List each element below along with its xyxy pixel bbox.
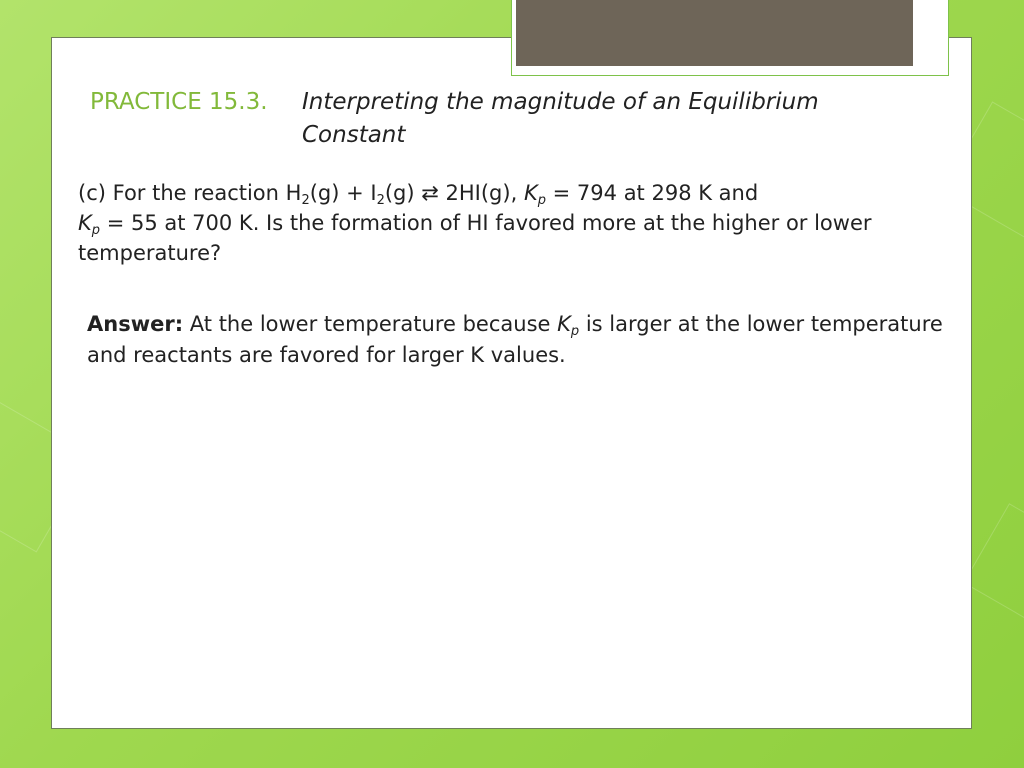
background-hexagon-decoration — [963, 503, 1024, 629]
top-tab-block — [516, 0, 913, 66]
practice-heading: Interpreting the magnitude of an Equilibrium Constant — [302, 89, 819, 148]
answer-label: Answer: — [87, 312, 184, 336]
slide-title — [90, 86, 950, 152]
answer-text: Answer: At the lower temperature because $K_p$ is larger at the lower temperature and reactants are favored for larger K values. — [87, 312, 943, 367]
question-text: (c) For the reaction $H_2(g) + I_2(g)$ ⇄ 2HI(g), $K_p = 794$ at 298 K and $K_p = 55$ at 700 K. Is the formation of HI favored more at the higher or lower temperature? — [78, 181, 872, 265]
practice-number: PRACTICE 15.3. — [90, 89, 268, 115]
